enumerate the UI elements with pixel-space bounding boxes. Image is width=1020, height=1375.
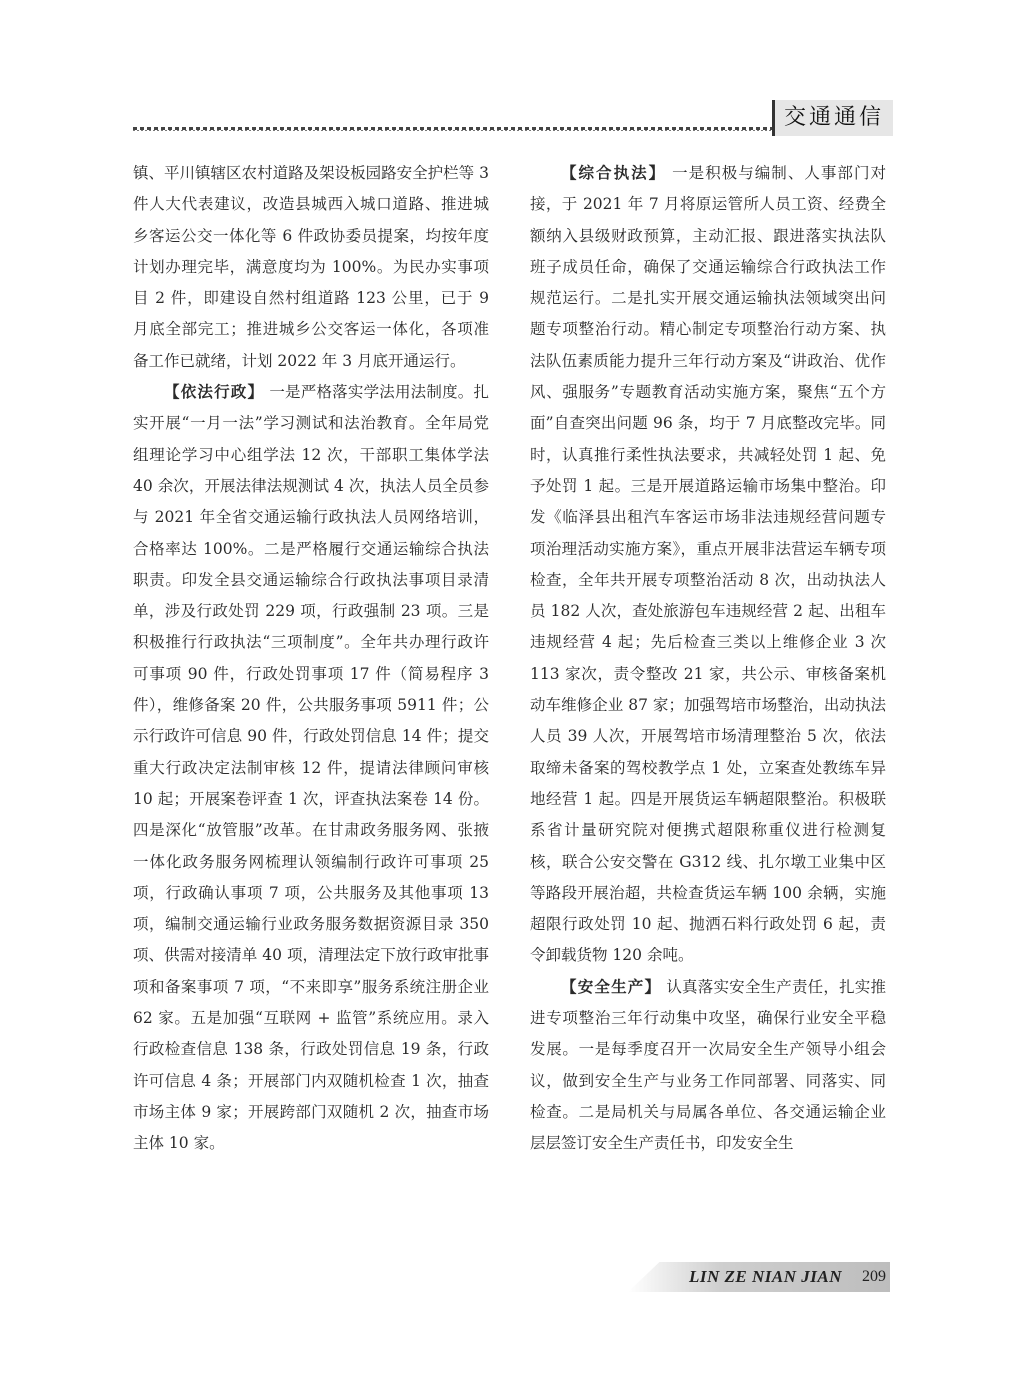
header-dotted-rule [133,125,773,133]
paragraph-body: 一是积极与编制、人事部门对接，于 2021 年 7 月将原运管所人员工资、经费全额纳入县级财政预算，主动汇报、跟进落实执法队班子成员任命，确保了交通运输综合行政执法工作规范运行。二是扎实开展交通运输执法领域突出问题专项整治行动。精心制定专项整治行动方案、执法队伍素质能力提升三年行动方案及“讲政治、优作风、强服务”专题教育活动实施方案，聚焦“五个方面”自查突出问题 96 条，均于 7 月底整改完毕。同时，认真推行柔性执法要求，共减轻处罚 1 起、免予处罚 1 起。三是开展道路运输市场集中整治。印发《临泽县出租汽车客运市场非法违规经营问题专项治理活动实施方案》，重点开展非法营运车辆专项检查，全年共开展专项整治活动 8 次，出动执法人员 182 人次，查处旅游包车违规经营 2 起、出租车违规经营 4 起；先后检查三类以上维修企业 3 次 113 家次，责令整改 21 家，共公示、审核备案机动车维修企业 87 家；加强驾培市场整治，出动执法人员 39 人次，开展驾培市场清理整治 5 次，依法取缔未备案的驾校教学点 1 处，立案查处教练车异地经营 1 起。四是开展货运车辆超限整治。积极联系省计量研究院对便携式超限称重仪进行检测复核，联合公安交警在 G312 线、扎尔墩工业集中区等路段开展治超，共检查货运车辆 100 余辆，实施超限行政处罚 10 起、抛洒石料行政处罚 6 起，责令卸载货物 120 余吨。 [530,164,886,965]
journal-name: LIN ZE NIAN JIAN [689,1267,842,1286]
left-column [133,158,489,1160]
paragraph-law-administration [133,377,489,1159]
page-number: 209 [862,1268,886,1285]
paragraph-safety-production [530,972,886,1160]
paragraph-heading-tag: 【依法行政】 [164,383,265,402]
paragraph-body: 一是严格落实学法用法制度。扎实开展“一月一法”学习测试和法治教育。全年局党组理论学习中心组学法 12 次，干部职工集体学法 40 余次，开展法律法规测试 4 次，执法人员全员参与 2021 年全省交通运输行政执法人员网络培训，合格率达 100%。二是严格履行交通运输综合执法职责。印发全县交通运输综合行政执法事项目录清单，涉及行政处罚 229 项，行政强制 23 项。三是积极推行行政执法“三项制度”。全年共办理行政许可事项 90 件，行政处罚事项 17 件（简易程序 3 件），维修备案 20 件，公共服务事项 5911 件；公示行政许可信息 90 件，行政处罚信息 14 件；提交重大行政决定法制审核 12 件，提请法律顾问审核 10 起；开展案卷评查 1 次，评查执法案卷 14 份。四是深化“放管服”改革。在甘肃政务服务网、张掖一体化政务服务网梳理认领编制行政许可事项 25 项，行政确认事项 7 项，公共服务及其他事项 13 项，编制交通运输行业政务服务数据资源目录 350 项、供需对接清单 40 项，清理法定下放行政审批事项和备案事项 7 项，“不来即享”服务系统注册企业 62 家。五是加强“互联网 + 监管”系统应用。录入行政检查信息 138 条，行政处罚信息 19 条，行政许可信息 4 条；开展部门内双随机检查 1 次，抽查市场主体 9 家；开展跨部门双随机 2 次，抽查市场主体 10 家。 [133,383,489,1153]
footer [628,1262,890,1292]
paragraph-heading-tag: 【安全生产】 [561,977,662,996]
right-column [530,158,886,1160]
section-title: 交通通信 [772,100,893,136]
paragraph-comprehensive-enforcement [530,158,886,972]
paragraph-heading-tag: 【综合执法】 [561,164,667,182]
paragraph-continued: 镇、平川镇辖区农村道路及架设板园路安全护栏等 3 件人大代表建议，改造县城西入城口道路、推进城乡客运公交一体化等 6 件政协委员提案，均按年度计划办理完毕，满意度均为 100%。为民办实事项目 2 件，即建设自然村组道路 123 公里，已于 9 月底全部完工；推进城乡公交客运一体化，各项准备工作已就绪，计划 2022 年 3 月底开通运行。 [133,164,489,370]
paragraph-body: 认真落实安全生产责任，扎实推进专项整治三年行动集中攻坚，确保行业安全平稳发展。一是每季度召开一次局安全生产领导小组会议，做到安全生产与业务工作同部署、同落实、同检查。二是局机关与局属各单位、各交通运输企业层层签订安全生产责任书，印发安全生 [530,977,886,1153]
